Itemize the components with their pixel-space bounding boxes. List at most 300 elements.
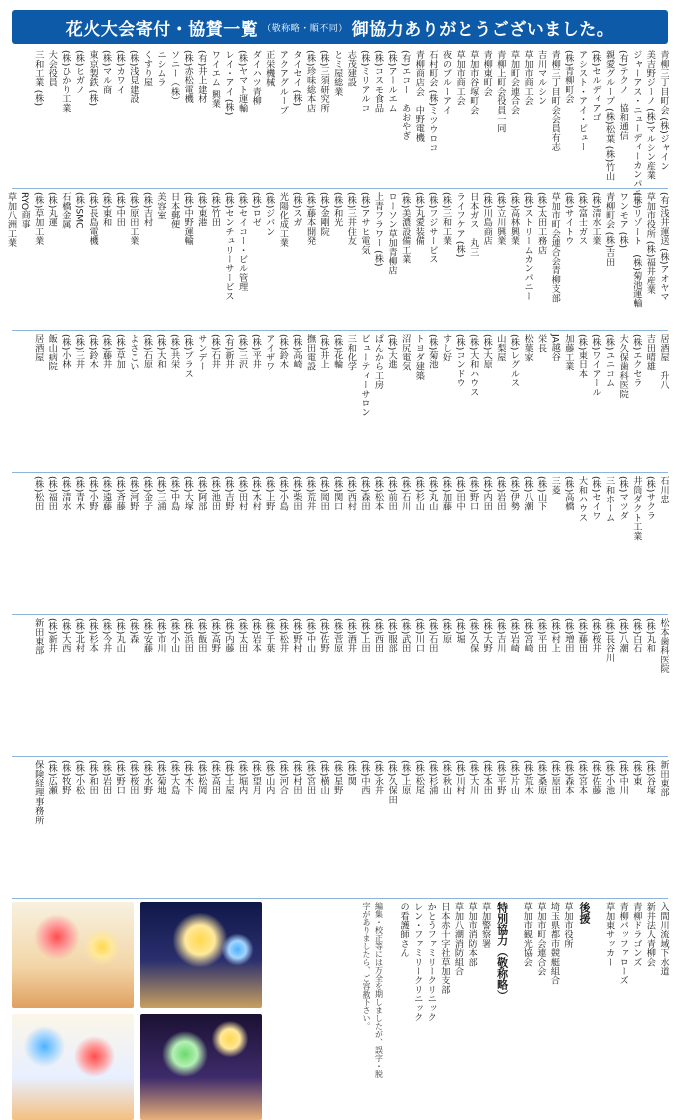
donor-name: (株)平井	[250, 334, 262, 369]
donor-name: (株)平田	[535, 618, 547, 653]
donor-name: 夜のブルーアイ	[440, 50, 452, 115]
donor-name: 美容室	[155, 192, 167, 220]
banner-note: （敬称略・順不同）	[262, 23, 348, 34]
donor-name: (株)阿部	[195, 476, 207, 511]
donor-name: (株)草加	[114, 334, 126, 369]
donor-name: (株)関口	[331, 476, 343, 511]
donor-name: (株)大進	[386, 334, 398, 369]
donor-name: (株)フジサービス	[426, 192, 438, 264]
donor-name: (株)共栄	[168, 334, 180, 369]
donor-name: (株)花輪	[331, 334, 343, 369]
credit-name: 草加市消防本部	[466, 902, 478, 967]
donor-name: 草加市町会連合会青柳支部	[549, 192, 561, 303]
donor-name: (株)横山	[318, 760, 330, 795]
donor-name: サンデー	[195, 334, 207, 371]
donor-name: 美吉野ジーノ (株)マルシン産業	[644, 50, 656, 180]
donor-name: (株)松本	[372, 476, 384, 511]
donor-name: (株)太田工務店	[535, 192, 547, 255]
donor-name: (株)長島電機	[87, 192, 99, 246]
donor-name: (株)セイワ	[590, 476, 602, 520]
donor-name: (株)谷塚	[644, 760, 656, 795]
donor-name: (株)村田	[290, 760, 302, 795]
donor-name: (株)コンドウ	[454, 334, 466, 388]
donor-name: (株)セイコー・ビル管理	[236, 192, 248, 292]
donor-name: (株)水野	[141, 760, 153, 795]
donor-name: 日本ガス 丸三	[467, 192, 479, 257]
donor-name: よさこい	[127, 334, 139, 371]
donor-name: (株)藤本開発	[304, 192, 316, 246]
donor-name: (株)菊池	[426, 334, 438, 369]
donor-name: (株)岩本	[250, 618, 262, 653]
donor-name: (株)東日本	[576, 334, 588, 378]
donor-name: (株)中西	[358, 760, 370, 795]
donor-name: (株)池田	[209, 476, 221, 511]
donor-name: ビューティーサロン	[358, 334, 370, 417]
donor-name: 山梨屋	[494, 334, 506, 362]
donor-name: (株)小山	[168, 618, 180, 653]
donor-name: (株)大島	[168, 760, 180, 795]
donor-name: (株)片山	[508, 760, 520, 795]
donor-name: (株)関	[345, 760, 357, 786]
donor-name: (株)原田工業	[127, 192, 139, 246]
donor-name: (株)松尾	[413, 760, 425, 795]
donor-name: 草加市役所 (株)福井産業	[644, 192, 656, 295]
donor-name: 撫田電設	[304, 334, 316, 371]
donor-name: (株)リゾート (株)菊池運輸	[630, 192, 642, 308]
donor-name: 大会役員	[46, 50, 58, 87]
donor-name: (株)美濃設備工業	[399, 192, 411, 264]
donor-name: すし好	[440, 334, 452, 362]
donor-name: (株)石田	[426, 618, 438, 653]
donor-name: (株)杉本	[87, 618, 99, 653]
banner-title: 花火大会寄付・協賛一覧	[65, 19, 259, 40]
credit-name: レン・ファミリークリニック	[411, 902, 423, 1022]
donor-name: 三和工業 (株)	[32, 50, 44, 107]
donor-name: (株)アールエム	[386, 50, 398, 113]
donor-name: 草加市商工会	[454, 50, 466, 106]
donor-name: (株)珍味総本店	[304, 50, 316, 113]
donor-name: 青柳三丁目町会 (株)ジャイン	[658, 50, 669, 171]
donor-name: 吉川マルシン	[535, 50, 547, 106]
donor-name: 居酒屋	[32, 334, 44, 362]
donor-name: (株)ストリームカンパニー	[522, 192, 534, 301]
donor-row	[12, 334, 668, 473]
donor-name: ローソン草加青柳店	[386, 192, 398, 275]
donor-name: (株)市川	[155, 618, 167, 653]
column-spacer	[510, 902, 518, 1120]
donor-name: 三和化学	[345, 334, 357, 371]
donor-name: (株)赤松電機	[182, 50, 194, 104]
donor-name: 保険経理事務所	[32, 760, 44, 825]
donor-name: (株)山下	[535, 476, 547, 511]
donor-name: (株)中田	[114, 192, 126, 227]
donor-name: (株)ワイアール	[590, 334, 602, 397]
donor-name: (株)井上	[318, 334, 330, 369]
donor-name: (株)久保田	[386, 760, 398, 804]
donor-name: (株)上原	[399, 760, 411, 795]
title-banner	[12, 10, 668, 44]
donor-name: (株)田村	[236, 476, 248, 511]
donor-name: (株)白石	[630, 618, 642, 653]
support-credits	[268, 902, 668, 1120]
donor-name: (株)三浦	[155, 476, 167, 511]
donor-name: (株)清水工業	[590, 192, 602, 246]
donor-name: (株)ヤマト運輸	[236, 50, 248, 113]
donor-name: (株)杉山	[413, 476, 425, 511]
donor-name: (株)西村	[345, 476, 357, 511]
donor-row	[5, 192, 669, 331]
donor-name: 親愛グループ (株)松葉 (株)竹山	[603, 50, 615, 181]
credit-name: 草加東サッカー	[603, 902, 615, 967]
donor-name: (株)宮本	[576, 760, 588, 795]
donor-name: (株)中野運輸	[182, 192, 194, 246]
donor-name: (有)井上建材	[195, 50, 207, 104]
donor-name: (株)丸和	[644, 618, 656, 653]
fireworks-illustration-3	[12, 1014, 134, 1120]
donor-name: (株)小林	[59, 334, 71, 369]
donor-name: (株)遠藤	[100, 476, 112, 511]
donor-name: (株)酒井	[345, 618, 357, 653]
donor-name: (株)三和工業	[440, 192, 452, 246]
donor-name: (株)青木	[73, 476, 85, 511]
donor-name: 草加市谷塚町会	[467, 50, 479, 115]
donor-name: (株)川口	[413, 618, 425, 653]
donor-name: (株)和田	[87, 760, 99, 795]
donor-name: (株)星野	[331, 760, 343, 795]
donor-name: (株)東和	[100, 192, 112, 227]
column-spacer	[592, 902, 600, 1120]
donor-name: 吉田晴雄	[644, 334, 656, 371]
donor-name: (株)浜田	[182, 618, 194, 653]
donor-name: 三菱	[549, 476, 561, 495]
donor-name: (株)荒井	[304, 476, 316, 511]
donor-name: ソニー（株）	[168, 50, 180, 106]
donor-name: (株)中島	[168, 476, 180, 511]
donor-name: (株)斉藤	[114, 476, 126, 511]
donor-name: アクアグループ	[277, 50, 289, 115]
donor-name: (株)浅見建設	[127, 50, 139, 104]
donor-name: 志茂建設	[345, 50, 357, 87]
donor-name: (株)長谷川	[603, 618, 615, 662]
donor-name: (株)ロゼ	[250, 192, 262, 227]
donor-name: アイザワ	[263, 334, 275, 371]
donor-name: (株)安藤	[141, 618, 153, 653]
donor-name: (株)八潮	[522, 476, 534, 511]
credit-name: 草加警察署	[479, 902, 491, 948]
donor-name: くすり屋	[141, 50, 153, 87]
donor-name: (株)野口	[467, 476, 479, 511]
donor-name: ぱんから工房	[372, 334, 384, 390]
donor-name: (株)石井	[209, 334, 221, 369]
credit-name: 入間川流域下水道	[658, 902, 669, 976]
credit-name: かとうファミリークリニック	[425, 902, 437, 1022]
credit-name: 草加市役所	[562, 902, 574, 948]
donor-name: (株)大西	[59, 618, 71, 653]
donor-name: (株)桜井	[590, 618, 602, 653]
donor-name: (有)エコー あおやぎ	[399, 50, 411, 140]
credit-name: 青柳ドラゴンズ	[630, 902, 642, 967]
bottom-section	[12, 902, 668, 1120]
donor-name: (株)野村	[290, 618, 302, 653]
donor-name: 青柳町会 (株)吉田	[603, 192, 615, 267]
donor-name: ワンモア (株)	[617, 192, 629, 249]
donor-name: トヨダ建築	[413, 334, 425, 380]
donor-name: (株)ユニコム	[603, 334, 615, 388]
donor-name: 井筒ダクト工業	[630, 476, 642, 541]
donor-name: (株)青柳町会	[562, 50, 574, 104]
credit-name: 草加市町会連合会	[534, 902, 546, 976]
donor-name: 青柳三丁目町会会員有志	[549, 50, 561, 152]
donor-row	[12, 760, 668, 899]
donor-name: (株)ミリアルコ	[358, 50, 370, 113]
donor-name: (株)内田	[481, 476, 493, 511]
donor-name: (株)木村	[250, 476, 262, 511]
fireworks-illustration-2	[140, 902, 262, 1008]
donor-name: 大和ハウス	[576, 476, 588, 522]
donor-name: 大久保歯科医院	[617, 334, 629, 399]
donor-name: (株)菊地	[155, 760, 167, 795]
illustration-grid	[12, 902, 262, 1120]
section-heading: 後援	[578, 902, 592, 924]
donor-name: (株)高野	[209, 618, 221, 653]
donor-name: (株)河合	[277, 760, 289, 795]
donor-name: (株)松田	[32, 476, 44, 511]
donor-name: JA越谷	[549, 334, 561, 362]
donor-name: (株)久保	[467, 618, 479, 653]
donor-name: (株)千葉	[263, 618, 275, 653]
donor-name: 光陽化成工業	[277, 192, 289, 248]
donor-name: (株)センチュリーサービス	[223, 192, 234, 301]
donor-name: (株)秋山	[440, 760, 452, 795]
credit-name: の看護師さん	[398, 902, 410, 958]
donor-name: (株)菅原	[331, 618, 343, 653]
donor-name: (株)高橋	[562, 476, 574, 511]
donor-name: (株)大野	[481, 618, 493, 653]
donor-name: (株)ヒガノ	[73, 50, 85, 94]
donor-name: (株)立川興業	[494, 192, 506, 246]
donor-name: (株)八潮	[617, 618, 629, 653]
donor-name: (株)藤井	[100, 334, 112, 369]
donor-name: (株)飯田	[195, 618, 207, 653]
donor-name: (株)SMC	[73, 192, 85, 229]
donor-name: (株)佐藤	[590, 760, 602, 795]
donor-name: (株)大和	[155, 334, 167, 369]
donor-name: (株)木下	[182, 760, 194, 795]
donor-name: (株)マル商	[100, 50, 112, 94]
donor-name: (株)石川	[399, 476, 411, 511]
donor-name: (株)高崎	[290, 334, 302, 369]
donor-name: (株)カワイ	[114, 50, 126, 94]
donor-name: (株)平野	[494, 760, 506, 795]
donor-name: (株)プラス	[182, 334, 194, 378]
donor-name: (株)今井	[100, 618, 112, 653]
donor-row	[12, 618, 668, 757]
donor-name: (株)太田	[236, 618, 248, 653]
donor-name: (株)堀	[454, 618, 466, 644]
credit-name: 草加市観光協会	[521, 902, 533, 967]
donor-name: (株)原田	[549, 760, 561, 795]
donor-name: (株)和光	[331, 192, 343, 227]
donor-name: (株)桑原	[535, 760, 547, 795]
donor-name: 青柳商店会 中野電機	[413, 50, 425, 142]
donor-name: (株)高林興業	[508, 192, 520, 246]
donor-name: (株)上田	[358, 618, 370, 653]
donor-name: (株)荒木	[522, 760, 534, 795]
donor-name: (株)コスモ食品	[372, 50, 384, 113]
editorial-note: 字がありましたら、ご容赦下さい。	[362, 902, 371, 1030]
donor-name: (株)服部	[386, 618, 398, 653]
banner-thanks: 御協力ありがとうございました。	[351, 19, 615, 40]
donor-name: (株)ひかり工業	[59, 50, 71, 113]
donor-name: 新田東部	[32, 618, 44, 655]
donor-name: (株)小島	[277, 476, 289, 511]
donor-name: (株)石原	[141, 334, 153, 369]
donor-name: (株)ジバン	[263, 192, 275, 236]
donor-row	[12, 476, 668, 615]
donor-name: (株)宮崎	[522, 618, 534, 653]
donor-name: (株)杉浦	[426, 760, 438, 795]
donor-name: (株)上野	[263, 476, 275, 511]
donor-name: (株)増田	[562, 618, 574, 653]
donor-name: (株)森本	[562, 760, 574, 795]
donor-name: (株)伊勢	[508, 476, 520, 511]
donor-name: (株)北村	[73, 618, 85, 653]
donor-name: (株)山内	[263, 760, 275, 795]
donor-name: ワイエム 興業	[209, 50, 221, 109]
credit-name: 青柳パッファローズ	[617, 902, 629, 985]
donor-name: (株)竹田	[209, 192, 221, 227]
donor-name: (株)永井	[372, 760, 384, 795]
donor-name: 加藤工業	[562, 334, 574, 371]
donor-name: (株)大原	[481, 334, 493, 369]
donor-name: (株)小松	[73, 760, 85, 795]
donor-name: (株)三沢	[236, 334, 248, 369]
donor-name: (株)桜田	[127, 760, 139, 795]
donor-name: (株)田中	[454, 476, 466, 511]
donor-name: 東京製鉄 (株)	[87, 50, 99, 107]
section-heading: 特別協力（敬称略）	[495, 902, 509, 1001]
donor-name: (株)加藤	[440, 476, 452, 511]
donor-name: (株)藤田	[576, 618, 588, 653]
donor-name: (株)柴田	[290, 476, 302, 511]
donor-name: (有)テクノ 協和通信	[617, 50, 629, 140]
donor-name: (株)スガ	[290, 192, 302, 227]
donor-name: 松本歯科医院	[658, 618, 669, 674]
donor-name: (株)マツダ	[617, 476, 629, 520]
donor-name: 上青フラワー (株)	[372, 192, 384, 267]
donor-name: 正栄機械	[263, 50, 275, 87]
donor-name: (株)三井	[73, 334, 85, 369]
donor-name: (株)三井住友	[345, 192, 357, 246]
donor-name: レイ・アイ (株)	[223, 50, 234, 116]
donor-name: アシスト・アイ・ピュー	[576, 50, 588, 152]
donor-name: (株)金子	[141, 476, 153, 511]
donor-name: (株)牧野	[59, 760, 71, 795]
column-spacer	[387, 902, 395, 1120]
donor-name: (株)中川	[617, 760, 629, 795]
donor-name: (株)吉川	[494, 618, 506, 653]
donor-name: (株)佐野	[318, 618, 330, 653]
donor-name: (株)鈴木	[277, 334, 289, 369]
donor-name: (株)西田	[372, 618, 384, 653]
donor-name: (株)大塚	[182, 476, 194, 511]
donor-name: RYO商事	[19, 192, 31, 229]
donor-name: (株)丸山	[426, 476, 438, 511]
donor-name: (株)東港	[195, 192, 207, 227]
donor-name: (株)小野	[87, 476, 99, 511]
donor-name: (株)野口	[114, 760, 126, 795]
donor-name: とミ屋総業	[331, 50, 343, 96]
donor-name: (株)本田	[481, 760, 493, 795]
donor-name: (株)望月	[250, 760, 262, 795]
donor-name: (株)川島商店	[481, 192, 493, 246]
donor-name: (株)岡田	[318, 476, 330, 511]
donor-list	[5, 50, 669, 902]
donor-name: ダイハツ青柳	[250, 50, 262, 106]
donor-name: (有)新井	[223, 334, 234, 369]
donor-name: (株)河野	[127, 476, 139, 511]
donor-name: (有)浅井運送 (株)アオヤマ	[658, 192, 669, 302]
donor-name: 石橋金属	[59, 192, 71, 229]
credit-name: 日本赤十字社草加支部	[438, 902, 450, 994]
donor-name: (株)前田	[386, 476, 398, 511]
credit-name: 埼玉県都市競艇組合	[548, 902, 560, 985]
donor-name: (株)内藤	[223, 618, 234, 653]
donor-name: (株)サクラ	[644, 476, 656, 520]
donor-name: 草加八洲工業	[5, 192, 17, 248]
donor-name: 松葉家	[522, 334, 534, 362]
donor-name: (株)レグルス	[508, 334, 520, 388]
donor-name: (株)丸愛装備	[413, 192, 425, 246]
donor-name: (株)小池	[603, 760, 615, 795]
donor-name: 三和ホーム	[603, 476, 615, 522]
donor-name: (株)福田	[46, 476, 58, 511]
donor-name: (株)森	[127, 618, 139, 644]
donor-name: ニシムラ	[155, 50, 167, 87]
donor-name: 草加町会連合会	[508, 50, 520, 115]
donor-name: (株)吉野	[223, 476, 234, 511]
donor-name: 飯山病院	[46, 334, 58, 371]
donor-name: (株)丸運	[46, 192, 58, 227]
donor-name: 居酒屋 升八	[658, 334, 669, 390]
donor-name: 石川忠	[658, 476, 669, 504]
donor-name: (株)森田	[358, 476, 370, 511]
donor-name: (株)原	[440, 618, 452, 644]
donor-name: (株)松岡	[195, 760, 207, 795]
donor-name: (株)エクセラ	[630, 334, 642, 388]
donor-name: (株)高田	[209, 760, 221, 795]
donor-name: (株)清水	[59, 476, 71, 511]
donor-name: 青柳上町会役員一同	[494, 50, 506, 133]
donor-name: (株)丸山	[114, 618, 126, 653]
donor-name: 草加市商工会	[522, 50, 534, 106]
donor-name: (株)広瀬	[46, 760, 58, 795]
donor-name: (株)大川	[467, 760, 479, 795]
donor-name: 栄長	[535, 334, 547, 353]
donor-name: (株)岩田	[100, 760, 112, 795]
donor-name: (株)堀内	[236, 760, 248, 795]
credit-name: 草加八潮消防組合	[452, 902, 464, 976]
donor-name: タイセイ (株)	[290, 50, 302, 107]
donor-name: (株)吉村	[141, 192, 153, 227]
donor-name: (株)岩田	[494, 476, 506, 511]
donor-name: 新田東部	[658, 760, 669, 797]
donor-name: (株)鈴木	[87, 334, 99, 369]
donor-name: (株)川村	[454, 760, 466, 795]
donor-name: (株)武田	[399, 618, 411, 653]
donor-name: 日本郵便	[168, 192, 180, 229]
donor-name: (株)富士ガス	[576, 192, 588, 246]
